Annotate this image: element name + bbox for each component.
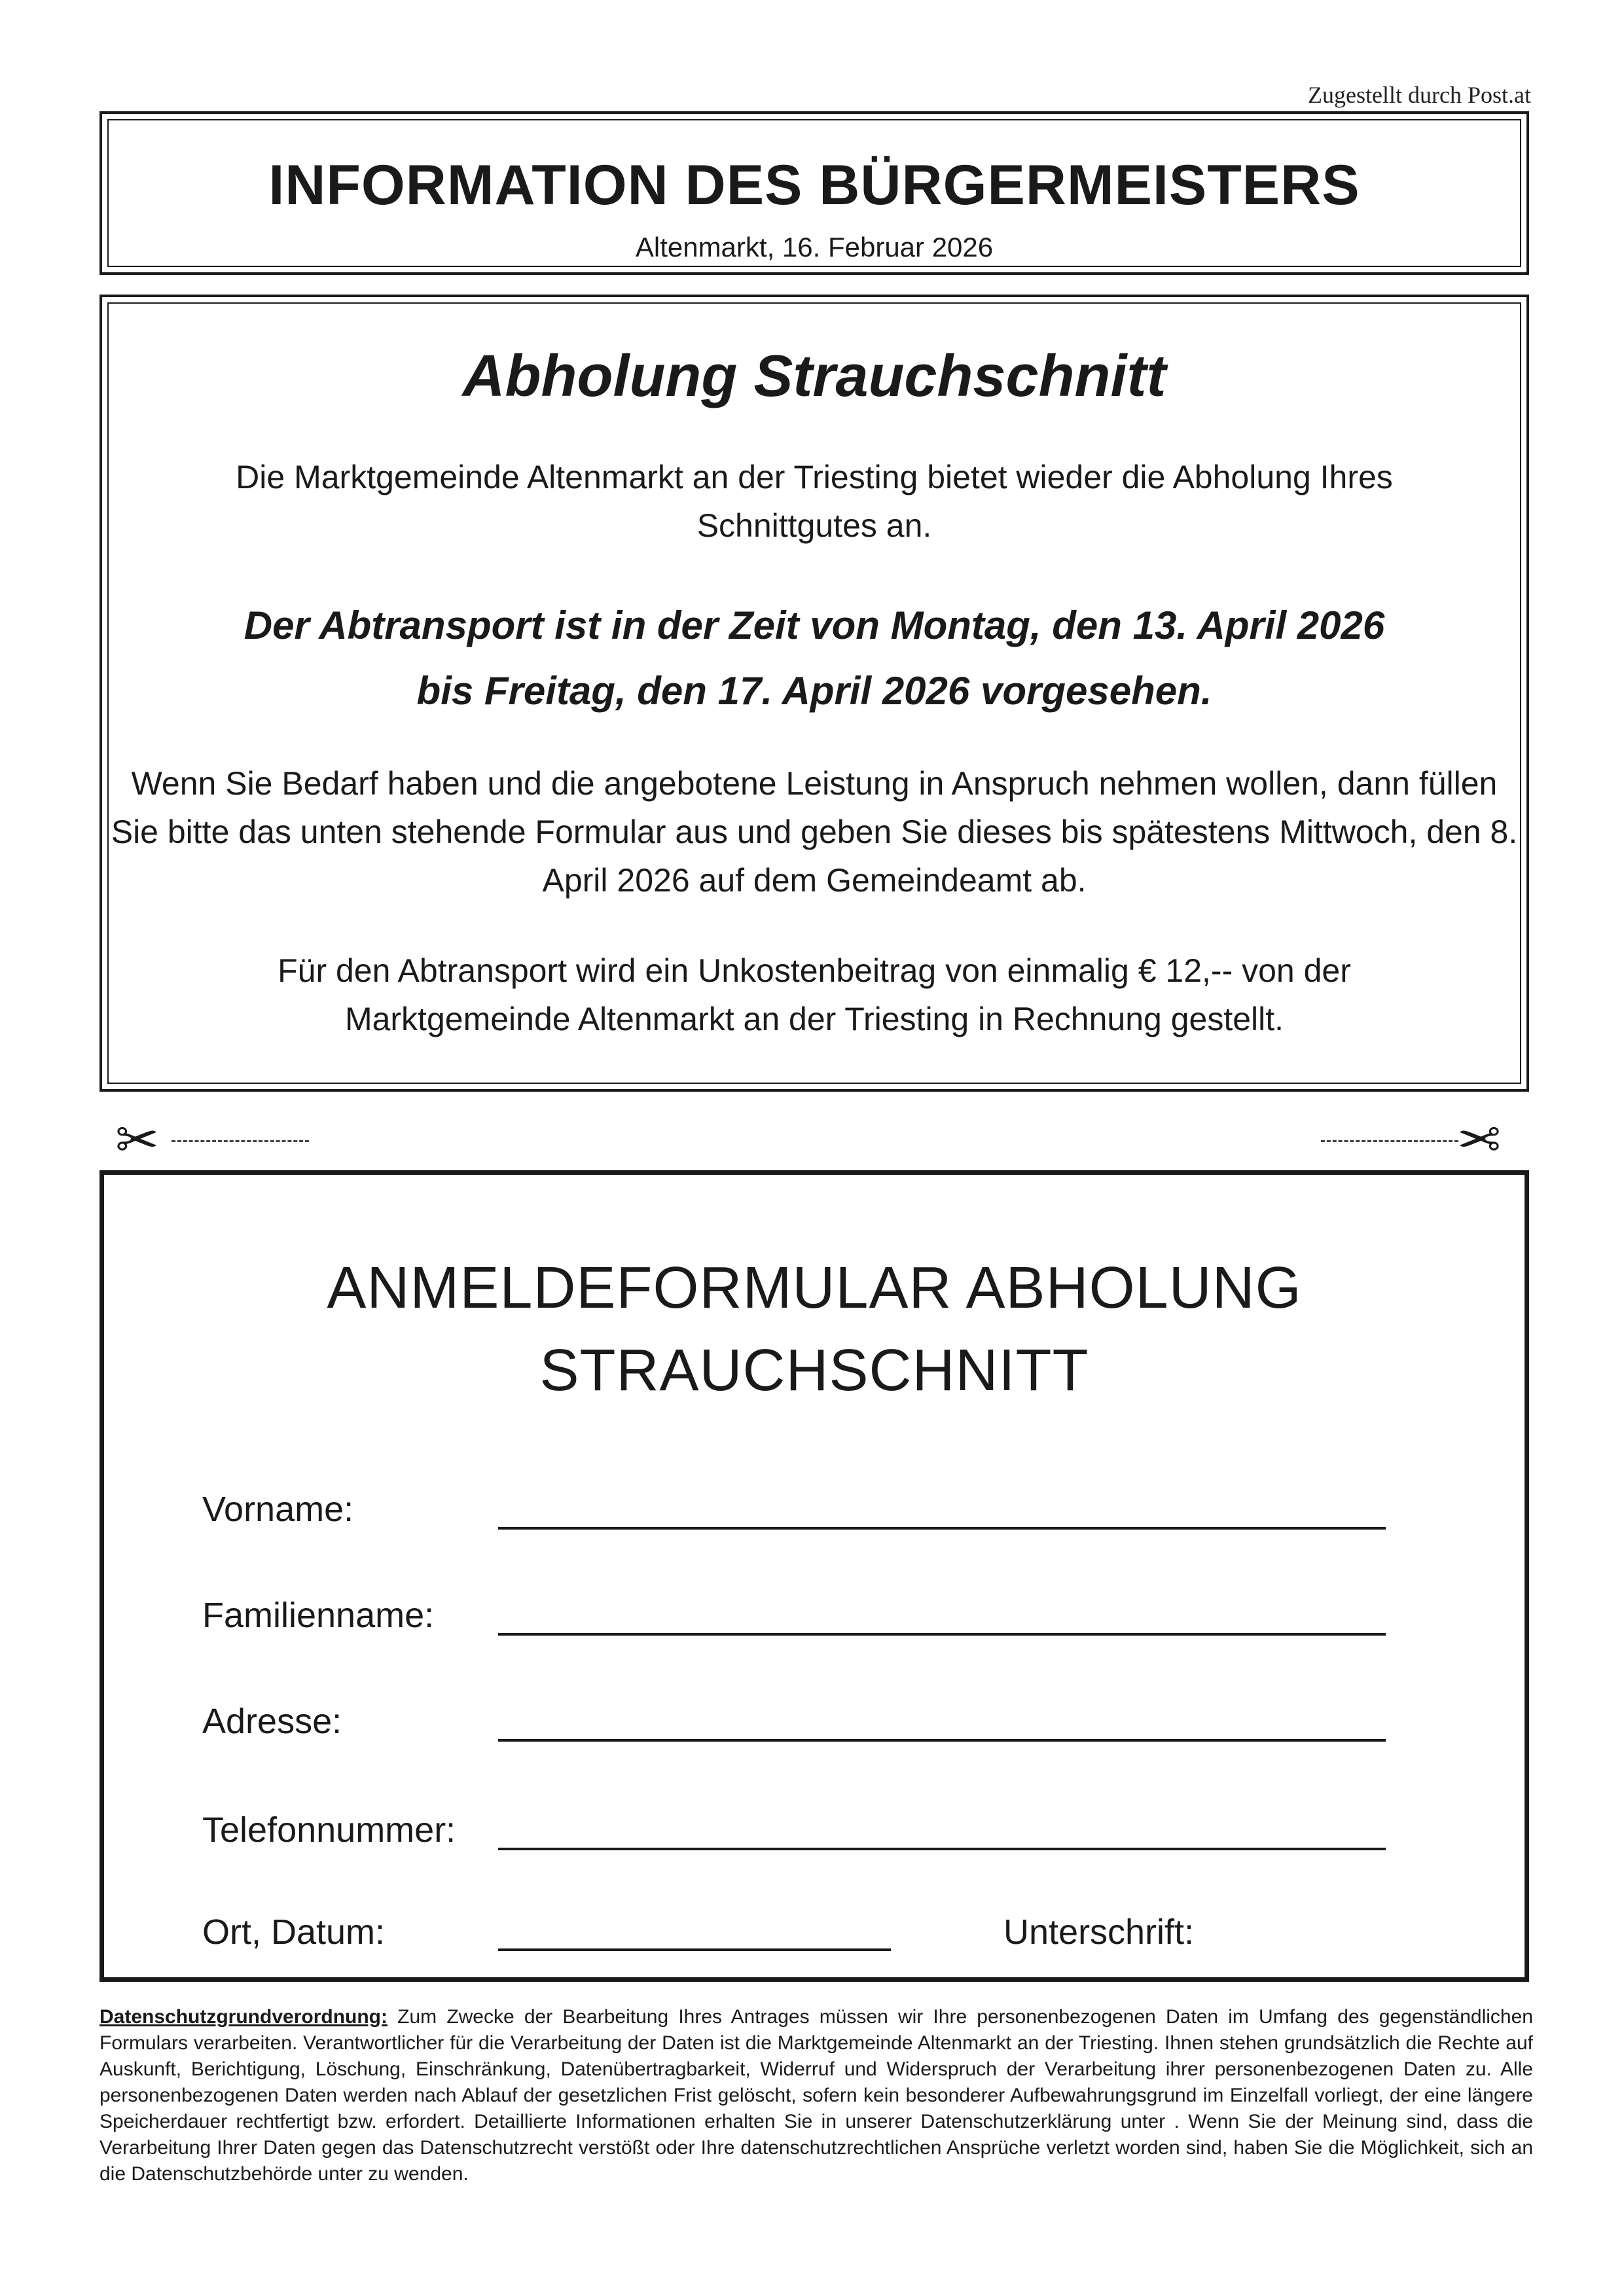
form-title (104, 1247, 1525, 1412)
place-date-label: Ort, Datum: (202, 1912, 386, 1952)
info-intro: Die Marktgemeinde Altenmarkt an der Triesting bietet wieder die Abholung Ihres Schnittgutes an. (236, 459, 1393, 544)
privacy-notice (99, 2004, 1533, 2187)
signature-label: Unterschrift: (1003, 1912, 1195, 1952)
delivered-by-note: Zugestellt durch Post.at (1308, 82, 1531, 108)
first-name-field[interactable] (498, 1527, 1386, 1530)
place-date-field[interactable] (498, 1948, 891, 1951)
form-title-line2: STRAUCHSCHNITT (539, 1338, 1089, 1403)
info-fee: Für den Abtransport wird ein Unkostenbeitrag von einmalig € 12,-- von der Marktgemeinde Altenmarkt an der Triesting in Rechnung gestellt. (278, 952, 1351, 1037)
place-date: Altenmarkt, 16. Februar 2026 (635, 232, 994, 262)
last-name-field[interactable] (498, 1633, 1386, 1636)
privacy-heading: Datenschutzgrundverordnung: (99, 2006, 388, 2028)
first-name-label: Vorname: (202, 1490, 354, 1529)
info-box (99, 295, 1529, 1092)
privacy-text: Zum Zwecke der Bearbeitung Ihres Antrages müssen wir Ihre personenbezogenen Daten im Umfang des gegenständlichen Formulars verarbeiten. Verantwortlicher für die Verarbeitung der Daten ist die Marktgemeinde Altenmarkt an der Triesting. Ihnen stehen grundsätzlich die Rechte auf Auskunft, Berichtigung, Löschung, Einschränkung, Datenübertragbarkeit, Widerruf und Widerspruch der Verarbeitung ihrer personenbezogenen Daten zu. Alle personenbezogenen Daten werden nach Ablauf der gesetzlichen Frist gelöscht, sofern kein besonderer Aufbewahrungsgrund im Einzelfall vorliegt, der eine längere Speicherdauer rechtfertigt bzw. erfordert. Detaillierte Informationen erhalten Sie in unserer Datenschutzerklärung unter . Wenn Sie der Meinung sind, dass die Verarbeitung Ihrer Daten gegen das Datenschutzrecht verstößt oder Ihre datenschutzrechtlichen Ansprüche verletzt worden sind, haben Sie die Möglichkeit, sich an die Datenschutzbehörde unter zu wenden. (99, 2006, 1533, 2185)
header-box (99, 111, 1529, 275)
last-name-label: Familienname: (202, 1596, 435, 1635)
info-period-line1: Der Abtransport ist in der Zeit von Montag, den 13. April 2026 (244, 603, 1385, 647)
info-instructions: Wenn Sie Bedarf haben und die angebotene Leistung in Anspruch nehmen wollen, dann füllen Sie bitte das unten stehende Formular aus und geben Sie dieses bis spätestens Mittwoch, den 8. April 2026 auf dem Gemeindeamt ab. (111, 765, 1518, 899)
info-title: Abholung Strauchschnitt (462, 344, 1166, 409)
info-period-line2: bis Freitag, den 17. April 2026 vorgesehen. (416, 669, 1212, 713)
phone-label: Telefonnummer: (202, 1810, 456, 1850)
form-title-line1: ANMELDEFORMULAR ABHOLUNG (327, 1255, 1302, 1321)
registration-form (99, 1170, 1529, 1982)
cut-line-right (1321, 1140, 1458, 1142)
address-label: Adresse: (202, 1702, 342, 1741)
address-field[interactable] (498, 1739, 1386, 1742)
scissors-icon: ✂ (115, 1111, 160, 1169)
page-title: INFORMATION DES BÜRGERMEISTERS (268, 154, 1360, 217)
phone-field[interactable] (498, 1848, 1386, 1850)
cut-line-left (171, 1140, 309, 1142)
scissors-icon: ✂ (1457, 1111, 1502, 1169)
